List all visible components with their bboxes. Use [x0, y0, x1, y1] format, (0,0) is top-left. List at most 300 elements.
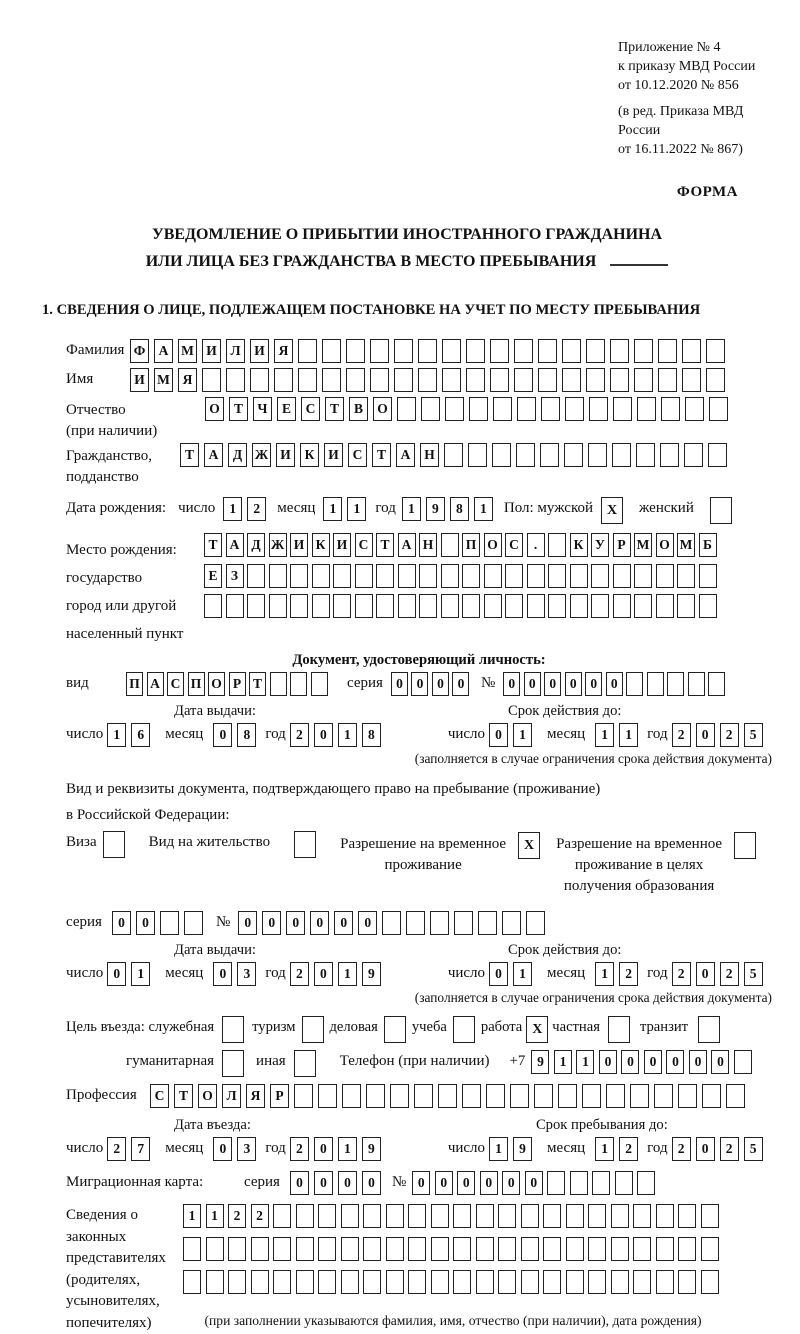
char-cell[interactable]: 1	[554, 1050, 572, 1074]
char-cell[interactable]	[318, 1084, 337, 1108]
char-cell[interactable]	[419, 594, 437, 618]
business-checkbox[interactable]	[384, 1016, 406, 1043]
char-cell[interactable]	[699, 564, 717, 588]
char-cell[interactable]	[476, 1204, 494, 1228]
char-cell[interactable]	[656, 1270, 674, 1294]
char-cell[interactable]	[386, 1204, 404, 1228]
visa-checkbox[interactable]	[103, 831, 125, 858]
char-cell[interactable]: 2	[228, 1204, 246, 1228]
char-cell[interactable]	[419, 564, 437, 588]
char-cell[interactable]	[516, 443, 535, 467]
char-cell[interactable]	[502, 911, 521, 935]
char-cell[interactable]	[333, 564, 351, 588]
char-cell[interactable]	[708, 443, 727, 467]
char-cell[interactable]: 0	[696, 1137, 715, 1161]
char-cell[interactable]	[682, 368, 701, 392]
char-cell[interactable]: С	[301, 397, 320, 421]
char-cell[interactable]: 0	[262, 911, 281, 935]
char-cell[interactable]	[588, 1270, 606, 1294]
char-cell[interactable]: П	[126, 672, 143, 696]
char-cell[interactable]: 0	[606, 672, 623, 696]
char-cell[interactable]	[565, 397, 584, 421]
char-cell[interactable]	[441, 564, 459, 588]
char-cell[interactable]: 6	[131, 723, 150, 747]
char-cell[interactable]: А	[398, 533, 416, 557]
char-cell[interactable]	[678, 1237, 696, 1261]
char-cell[interactable]: 0	[480, 1171, 498, 1195]
char-cell[interactable]: 0	[136, 911, 155, 935]
char-cell[interactable]	[647, 672, 664, 696]
char-cell[interactable]	[677, 564, 695, 588]
char-cell[interactable]	[247, 564, 265, 588]
char-cell[interactable]	[386, 1270, 404, 1294]
char-cell[interactable]: О	[484, 533, 502, 557]
char-cell[interactable]	[318, 1237, 336, 1261]
char-cell[interactable]	[346, 368, 365, 392]
char-cell[interactable]	[226, 594, 244, 618]
char-cell[interactable]: Н	[419, 533, 437, 557]
char-cell[interactable]	[682, 339, 701, 363]
char-cell[interactable]: П	[188, 672, 205, 696]
char-cell[interactable]: 0	[213, 1137, 232, 1161]
char-cell[interactable]	[363, 1204, 381, 1228]
char-cell[interactable]	[634, 368, 653, 392]
char-cell[interactable]	[490, 368, 509, 392]
char-cell[interactable]	[431, 1237, 449, 1261]
char-cell[interactable]: 0	[213, 723, 232, 747]
char-cell[interactable]	[634, 594, 652, 618]
char-cell[interactable]: 0	[696, 962, 715, 986]
char-cell[interactable]	[637, 1171, 655, 1195]
char-cell[interactable]	[636, 443, 655, 467]
char-cell[interactable]	[611, 1237, 629, 1261]
char-cell[interactable]	[376, 594, 394, 618]
char-cell[interactable]	[322, 368, 341, 392]
char-cell[interactable]: М	[634, 533, 652, 557]
char-cell[interactable]: 9	[426, 497, 445, 521]
char-cell[interactable]	[441, 533, 459, 557]
char-cell[interactable]	[408, 1204, 426, 1228]
char-cell[interactable]	[498, 1237, 516, 1261]
char-cell[interactable]: О	[198, 1084, 217, 1108]
char-cell[interactable]	[613, 397, 632, 421]
char-cell[interactable]	[543, 1237, 561, 1261]
char-cell[interactable]: 1	[595, 723, 614, 747]
char-cell[interactable]	[667, 672, 684, 696]
char-cell[interactable]	[566, 1237, 584, 1261]
char-cell[interactable]	[311, 672, 328, 696]
char-cell[interactable]	[589, 397, 608, 421]
char-cell[interactable]	[290, 672, 307, 696]
char-cell[interactable]	[678, 1270, 696, 1294]
char-cell[interactable]: 2	[290, 1137, 309, 1161]
char-cell[interactable]	[346, 339, 365, 363]
char-cell[interactable]	[526, 911, 545, 935]
char-cell[interactable]: 7	[131, 1137, 150, 1161]
char-cell[interactable]	[394, 339, 413, 363]
char-cell[interactable]	[333, 594, 351, 618]
char-cell[interactable]: 1	[513, 723, 532, 747]
char-cell[interactable]	[431, 1270, 449, 1294]
char-cell[interactable]: И	[333, 533, 351, 557]
char-cell[interactable]	[591, 594, 609, 618]
char-cell[interactable]	[382, 911, 401, 935]
char-cell[interactable]: Т	[229, 397, 248, 421]
char-cell[interactable]: Р	[229, 672, 246, 696]
char-cell[interactable]: 1	[347, 497, 366, 521]
char-cell[interactable]: И	[250, 339, 269, 363]
char-cell[interactable]	[514, 368, 533, 392]
female-checkbox[interactable]	[710, 497, 732, 524]
char-cell[interactable]	[370, 339, 389, 363]
char-cell[interactable]	[355, 594, 373, 618]
char-cell[interactable]: 0	[666, 1050, 684, 1074]
char-cell[interactable]	[431, 1204, 449, 1228]
char-cell[interactable]: 0	[358, 911, 377, 935]
char-cell[interactable]	[462, 1084, 481, 1108]
char-cell[interactable]	[204, 594, 222, 618]
char-cell[interactable]: Т	[174, 1084, 193, 1108]
study-checkbox[interactable]	[453, 1016, 475, 1043]
char-cell[interactable]: Т	[249, 672, 266, 696]
char-cell[interactable]: С	[150, 1084, 169, 1108]
char-cell[interactable]: С	[167, 672, 184, 696]
char-cell[interactable]	[247, 594, 265, 618]
char-cell[interactable]	[418, 339, 437, 363]
char-cell[interactable]	[318, 1204, 336, 1228]
char-cell[interactable]	[476, 1237, 494, 1261]
char-cell[interactable]	[702, 1084, 721, 1108]
char-cell[interactable]: 8	[362, 723, 381, 747]
char-cell[interactable]	[296, 1237, 314, 1261]
char-cell[interactable]: З	[226, 564, 244, 588]
char-cell[interactable]	[341, 1270, 359, 1294]
char-cell[interactable]: М	[154, 368, 173, 392]
char-cell[interactable]	[226, 368, 245, 392]
char-cell[interactable]: У	[591, 533, 609, 557]
char-cell[interactable]	[543, 1270, 561, 1294]
char-cell[interactable]	[493, 397, 512, 421]
char-cell[interactable]	[505, 564, 523, 588]
char-cell[interactable]: Н	[420, 443, 439, 467]
tourism-checkbox[interactable]	[302, 1016, 324, 1043]
char-cell[interactable]: 9	[531, 1050, 549, 1074]
char-cell[interactable]	[633, 1204, 651, 1228]
char-cell[interactable]: 1	[474, 497, 493, 521]
char-cell[interactable]: Я	[178, 368, 197, 392]
char-cell[interactable]: А	[396, 443, 415, 467]
char-cell[interactable]	[588, 1237, 606, 1261]
char-cell[interactable]	[543, 1204, 561, 1228]
char-cell[interactable]: 0	[565, 672, 582, 696]
char-cell[interactable]: И	[324, 443, 343, 467]
char-cell[interactable]: 1	[489, 1137, 508, 1161]
char-cell[interactable]: О	[656, 533, 674, 557]
char-cell[interactable]: 1	[513, 962, 532, 986]
char-cell[interactable]: 2	[290, 723, 309, 747]
char-cell[interactable]: 0	[585, 672, 602, 696]
char-cell[interactable]: 0	[432, 672, 449, 696]
char-cell[interactable]	[462, 594, 480, 618]
char-cell[interactable]	[548, 533, 566, 557]
char-cell[interactable]	[442, 339, 461, 363]
char-cell[interactable]: 0	[112, 911, 131, 935]
char-cell[interactable]	[612, 443, 631, 467]
char-cell[interactable]: 1	[107, 723, 126, 747]
char-cell[interactable]	[438, 1084, 457, 1108]
char-cell[interactable]: 0	[544, 672, 561, 696]
char-cell[interactable]	[677, 594, 695, 618]
char-cell[interactable]	[558, 1084, 577, 1108]
rvp-checkbox[interactable]: X	[518, 832, 540, 859]
char-cell[interactable]: 5	[744, 1137, 763, 1161]
char-cell[interactable]	[708, 672, 725, 696]
char-cell[interactable]	[394, 368, 413, 392]
char-cell[interactable]	[408, 1237, 426, 1261]
char-cell[interactable]: А	[154, 339, 173, 363]
char-cell[interactable]	[160, 911, 179, 935]
char-cell[interactable]: М	[178, 339, 197, 363]
char-cell[interactable]	[430, 911, 449, 935]
char-cell[interactable]	[684, 443, 703, 467]
char-cell[interactable]: 9	[362, 1137, 381, 1161]
char-cell[interactable]	[444, 443, 463, 467]
char-cell[interactable]: 0	[489, 723, 508, 747]
char-cell[interactable]: Т	[372, 443, 391, 467]
char-cell[interactable]: 1	[323, 497, 342, 521]
rvp-edu-checkbox[interactable]	[734, 832, 756, 859]
char-cell[interactable]	[390, 1084, 409, 1108]
char-cell[interactable]: 0	[238, 911, 257, 935]
char-cell[interactable]	[701, 1204, 719, 1228]
residence-permit-checkbox[interactable]	[294, 831, 316, 858]
char-cell[interactable]	[363, 1270, 381, 1294]
char-cell[interactable]	[510, 1084, 529, 1108]
char-cell[interactable]	[570, 594, 588, 618]
char-cell[interactable]	[453, 1270, 471, 1294]
char-cell[interactable]: Т	[325, 397, 344, 421]
char-cell[interactable]	[398, 564, 416, 588]
char-cell[interactable]: О	[205, 397, 224, 421]
char-cell[interactable]: Л	[226, 339, 245, 363]
char-cell[interactable]: 0	[290, 1171, 309, 1195]
char-cell[interactable]: 2	[720, 723, 739, 747]
char-cell[interactable]	[454, 911, 473, 935]
char-cell[interactable]	[538, 339, 557, 363]
char-cell[interactable]: П	[462, 533, 480, 557]
char-cell[interactable]	[442, 368, 461, 392]
char-cell[interactable]: 0	[362, 1171, 381, 1195]
char-cell[interactable]	[548, 594, 566, 618]
char-cell[interactable]	[273, 1270, 291, 1294]
other-checkbox[interactable]	[294, 1050, 316, 1077]
char-cell[interactable]: 1	[223, 497, 242, 521]
char-cell[interactable]	[206, 1237, 224, 1261]
char-cell[interactable]	[521, 1204, 539, 1228]
char-cell[interactable]	[592, 1171, 610, 1195]
char-cell[interactable]: 1	[595, 962, 614, 986]
char-cell[interactable]: 1	[206, 1204, 224, 1228]
char-cell[interactable]	[296, 1270, 314, 1294]
char-cell[interactable]: Е	[277, 397, 296, 421]
char-cell[interactable]: 2	[619, 1137, 638, 1161]
char-cell[interactable]	[547, 1171, 565, 1195]
char-cell[interactable]	[453, 1237, 471, 1261]
char-cell[interactable]: И	[276, 443, 295, 467]
char-cell[interactable]: И	[202, 339, 221, 363]
char-cell[interactable]: 0	[286, 911, 305, 935]
char-cell[interactable]	[613, 594, 631, 618]
char-cell[interactable]	[322, 339, 341, 363]
char-cell[interactable]	[633, 1270, 651, 1294]
char-cell[interactable]	[658, 368, 677, 392]
char-cell[interactable]	[588, 1204, 606, 1228]
char-cell[interactable]: 1	[595, 1137, 614, 1161]
char-cell[interactable]: 1	[183, 1204, 201, 1228]
char-cell[interactable]	[656, 1237, 674, 1261]
char-cell[interactable]	[386, 1237, 404, 1261]
char-cell[interactable]	[613, 564, 631, 588]
char-cell[interactable]	[570, 564, 588, 588]
char-cell[interactable]: 0	[334, 911, 353, 935]
char-cell[interactable]	[490, 339, 509, 363]
char-cell[interactable]	[251, 1270, 269, 1294]
char-cell[interactable]	[630, 1084, 649, 1108]
char-cell[interactable]: 0	[314, 962, 333, 986]
char-cell[interactable]: Ч	[253, 397, 272, 421]
char-cell[interactable]	[469, 397, 488, 421]
char-cell[interactable]	[408, 1270, 426, 1294]
char-cell[interactable]: 0	[644, 1050, 662, 1074]
char-cell[interactable]: 0	[411, 672, 428, 696]
char-cell[interactable]	[298, 368, 317, 392]
char-cell[interactable]: 5	[744, 962, 763, 986]
char-cell[interactable]: 0	[107, 962, 126, 986]
char-cell[interactable]	[611, 1204, 629, 1228]
char-cell[interactable]	[521, 1270, 539, 1294]
char-cell[interactable]: 0	[489, 962, 508, 986]
char-cell[interactable]	[706, 339, 725, 363]
char-cell[interactable]	[588, 443, 607, 467]
char-cell[interactable]	[290, 594, 308, 618]
char-cell[interactable]: 0	[452, 672, 469, 696]
char-cell[interactable]	[441, 594, 459, 618]
char-cell[interactable]: 2	[672, 1137, 691, 1161]
char-cell[interactable]: Ф	[130, 339, 149, 363]
char-cell[interactable]	[486, 1084, 505, 1108]
char-cell[interactable]	[586, 339, 605, 363]
char-cell[interactable]	[250, 368, 269, 392]
char-cell[interactable]	[312, 594, 330, 618]
char-cell[interactable]	[615, 1171, 633, 1195]
char-cell[interactable]: 5	[744, 723, 763, 747]
char-cell[interactable]: 2	[720, 1137, 739, 1161]
char-cell[interactable]	[633, 1237, 651, 1261]
char-cell[interactable]	[341, 1204, 359, 1228]
char-cell[interactable]	[514, 339, 533, 363]
char-cell[interactable]	[406, 911, 425, 935]
char-cell[interactable]	[228, 1270, 246, 1294]
char-cell[interactable]	[538, 368, 557, 392]
char-cell[interactable]: Т	[376, 533, 394, 557]
char-cell[interactable]	[611, 1270, 629, 1294]
char-cell[interactable]: С	[355, 533, 373, 557]
char-cell[interactable]: Л	[222, 1084, 241, 1108]
male-checkbox[interactable]: X	[601, 497, 623, 524]
char-cell[interactable]	[183, 1270, 201, 1294]
char-cell[interactable]: 0	[524, 672, 541, 696]
char-cell[interactable]	[656, 564, 674, 588]
char-cell[interactable]: Т	[180, 443, 199, 467]
char-cell[interactable]	[318, 1270, 336, 1294]
char-cell[interactable]: 3	[237, 1137, 256, 1161]
char-cell[interactable]: 8	[237, 723, 256, 747]
char-cell[interactable]: 0	[711, 1050, 729, 1074]
char-cell[interactable]	[228, 1237, 246, 1261]
char-cell[interactable]	[505, 594, 523, 618]
char-cell[interactable]	[270, 672, 287, 696]
char-cell[interactable]	[709, 397, 728, 421]
char-cell[interactable]: 2	[619, 962, 638, 986]
char-cell[interactable]	[366, 1084, 385, 1108]
char-cell[interactable]	[637, 397, 656, 421]
char-cell[interactable]	[586, 368, 605, 392]
char-cell[interactable]	[251, 1237, 269, 1261]
char-cell[interactable]	[678, 1204, 696, 1228]
char-cell[interactable]: 0	[338, 1171, 357, 1195]
char-cell[interactable]: 9	[513, 1137, 532, 1161]
char-cell[interactable]	[656, 1204, 674, 1228]
char-cell[interactable]: 0	[696, 723, 715, 747]
char-cell[interactable]: А	[226, 533, 244, 557]
char-cell[interactable]	[661, 397, 680, 421]
char-cell[interactable]: Д	[247, 533, 265, 557]
char-cell[interactable]	[726, 1084, 745, 1108]
char-cell[interactable]	[355, 564, 373, 588]
char-cell[interactable]	[462, 564, 480, 588]
char-cell[interactable]	[421, 397, 440, 421]
char-cell[interactable]	[701, 1237, 719, 1261]
char-cell[interactable]	[273, 1237, 291, 1261]
char-cell[interactable]	[570, 1171, 588, 1195]
char-cell[interactable]	[466, 368, 485, 392]
char-cell[interactable]: 1	[338, 1137, 357, 1161]
char-cell[interactable]	[476, 1270, 494, 1294]
char-cell[interactable]	[498, 1204, 516, 1228]
char-cell[interactable]	[290, 564, 308, 588]
char-cell[interactable]	[370, 368, 389, 392]
char-cell[interactable]	[478, 911, 497, 935]
char-cell[interactable]	[562, 368, 581, 392]
char-cell[interactable]	[414, 1084, 433, 1108]
char-cell[interactable]: В	[349, 397, 368, 421]
char-cell[interactable]	[541, 397, 560, 421]
char-cell[interactable]	[527, 594, 545, 618]
char-cell[interactable]: 2	[720, 962, 739, 986]
char-cell[interactable]: И	[130, 368, 149, 392]
char-cell[interactable]	[498, 1270, 516, 1294]
char-cell[interactable]: 9	[362, 962, 381, 986]
char-cell[interactable]: 1	[619, 723, 638, 747]
char-cell[interactable]	[685, 397, 704, 421]
char-cell[interactable]: .	[527, 533, 545, 557]
char-cell[interactable]: 0	[502, 1171, 520, 1195]
char-cell[interactable]	[312, 564, 330, 588]
char-cell[interactable]: О	[373, 397, 392, 421]
char-cell[interactable]: О	[208, 672, 225, 696]
char-cell[interactable]	[626, 672, 643, 696]
char-cell[interactable]	[527, 564, 545, 588]
